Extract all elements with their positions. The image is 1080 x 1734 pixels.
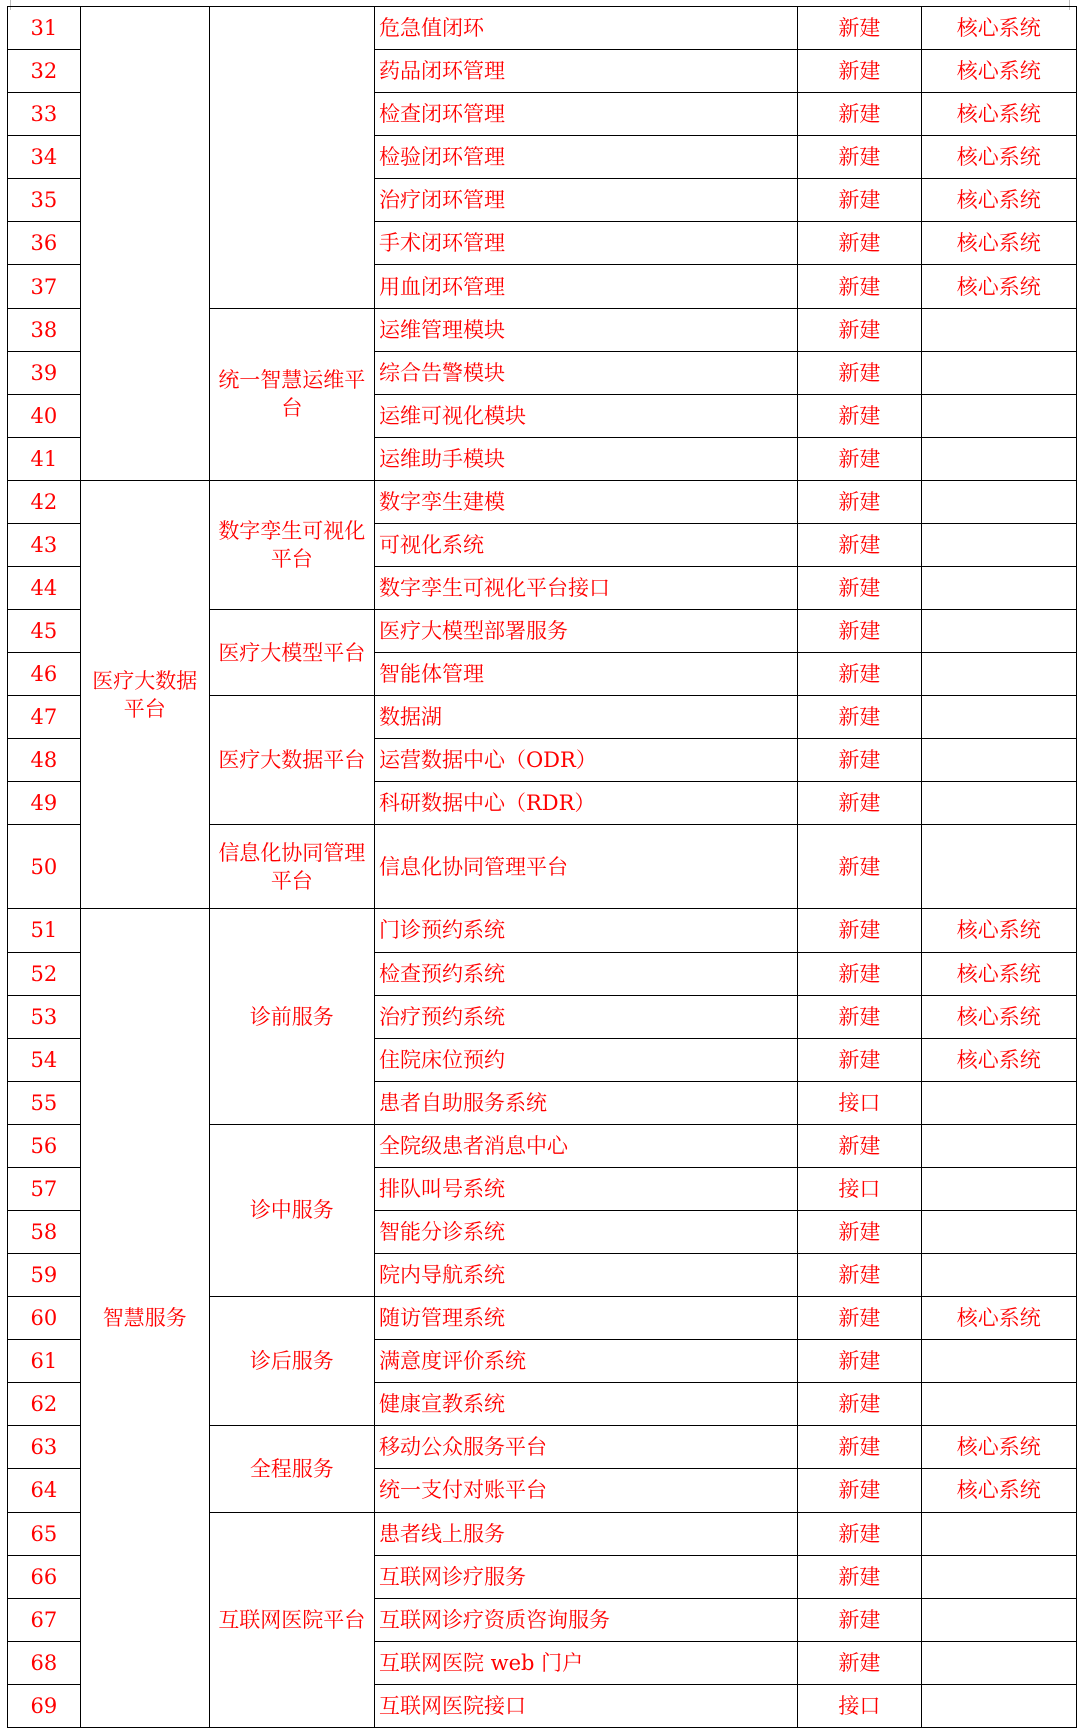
category-level2: 信息化协同管理平台 (209, 825, 374, 909)
build-type: 新建 (798, 909, 921, 952)
system-name: 互联网医院接口 (374, 1684, 797, 1727)
system-name: 互联网医院 web 门户 (374, 1641, 797, 1684)
build-type: 新建 (798, 1254, 921, 1297)
system-name: 移动公众服务平台 (374, 1426, 797, 1469)
row-number: 51 (8, 909, 81, 952)
row-number: 42 (8, 480, 81, 523)
system-name: 住院床位预约 (374, 1038, 797, 1081)
row-number: 68 (8, 1641, 81, 1684)
build-type: 接口 (798, 1684, 921, 1727)
system-name: 数字孪生可视化平台接口 (374, 567, 797, 610)
system-name: 患者自助服务系统 (374, 1081, 797, 1124)
system-name: 智能体管理 (374, 653, 797, 696)
build-type: 新建 (798, 50, 921, 93)
build-type: 新建 (798, 1555, 921, 1598)
system-name: 院内导航系统 (374, 1254, 797, 1297)
build-type: 新建 (798, 437, 921, 480)
row-number: 67 (8, 1598, 81, 1641)
row-number: 31 (8, 7, 81, 50)
system-name: 患者线上服务 (374, 1512, 797, 1555)
row-number: 37 (8, 265, 81, 308)
core-system-tag (921, 308, 1076, 351)
build-type: 新建 (798, 1340, 921, 1383)
system-name: 运维管理模块 (374, 308, 797, 351)
system-name: 信息化协同管理平台 (374, 825, 797, 909)
system-name: 健康宣教系统 (374, 1383, 797, 1426)
core-system-tag: 核心系统 (921, 1297, 1076, 1340)
system-name: 可视化系统 (374, 523, 797, 566)
build-type: 新建 (798, 1383, 921, 1426)
build-type: 新建 (798, 136, 921, 179)
row-number: 34 (8, 136, 81, 179)
category-level2: 诊中服务 (209, 1124, 374, 1296)
build-type: 新建 (798, 739, 921, 782)
row-number: 48 (8, 739, 81, 782)
core-system-tag (921, 1512, 1076, 1555)
system-name: 用血闭环管理 (374, 265, 797, 308)
row-number: 66 (8, 1555, 81, 1598)
build-type: 新建 (798, 825, 921, 909)
system-name: 数据湖 (374, 696, 797, 739)
row-number: 52 (8, 952, 81, 995)
row-number: 36 (8, 222, 81, 265)
category-level2: 统一智慧运维平台 (209, 308, 374, 480)
row-number: 69 (8, 1684, 81, 1727)
system-name: 门诊预约系统 (374, 909, 797, 952)
core-system-tag (921, 1641, 1076, 1684)
system-name: 检查闭环管理 (374, 93, 797, 136)
build-type: 新建 (798, 7, 921, 50)
row-number: 44 (8, 567, 81, 610)
system-name: 科研数据中心（RDR） (374, 782, 797, 825)
system-name: 统一支付对账平台 (374, 1469, 797, 1512)
build-type: 新建 (798, 1426, 921, 1469)
build-type: 新建 (798, 952, 921, 995)
row-number: 60 (8, 1297, 81, 1340)
table-row (8, 909, 1077, 952)
row-number: 43 (8, 523, 81, 566)
core-system-tag: 核心系统 (921, 136, 1076, 179)
row-number: 49 (8, 782, 81, 825)
row-number: 63 (8, 1426, 81, 1469)
row-number: 38 (8, 308, 81, 351)
build-type: 新建 (798, 782, 921, 825)
row-number: 39 (8, 351, 81, 394)
core-system-tag (921, 351, 1076, 394)
core-system-tag (921, 1684, 1076, 1727)
system-list-body (8, 7, 1077, 1728)
core-system-tag: 核心系统 (921, 1038, 1076, 1081)
system-name: 数字孪生建模 (374, 480, 797, 523)
build-type: 新建 (798, 265, 921, 308)
build-type: 新建 (798, 1598, 921, 1641)
core-system-tag: 核心系统 (921, 995, 1076, 1038)
row-number: 45 (8, 610, 81, 653)
core-system-tag: 核心系统 (921, 1469, 1076, 1512)
category-level2 (209, 7, 374, 309)
core-system-tag (921, 825, 1076, 909)
category-level2: 互联网医院平台 (209, 1512, 374, 1727)
category-level1: 医疗大数据平台 (80, 480, 209, 909)
system-name: 危急值闭环 (374, 7, 797, 50)
core-system-tag (921, 1167, 1076, 1210)
build-type: 新建 (798, 222, 921, 265)
category-level1: 智慧服务 (80, 909, 209, 1728)
core-system-tag (921, 394, 1076, 437)
row-number: 64 (8, 1469, 81, 1512)
build-type: 接口 (798, 1167, 921, 1210)
build-type: 新建 (798, 93, 921, 136)
core-system-tag: 核心系统 (921, 909, 1076, 952)
row-number: 33 (8, 93, 81, 136)
build-type: 新建 (798, 1124, 921, 1167)
core-system-tag (921, 653, 1076, 696)
row-number: 62 (8, 1383, 81, 1426)
system-name: 综合告警模块 (374, 351, 797, 394)
core-system-tag: 核心系统 (921, 952, 1076, 995)
core-system-tag (921, 739, 1076, 782)
build-type: 新建 (798, 308, 921, 351)
core-system-tag: 核心系统 (921, 179, 1076, 222)
row-number: 61 (8, 1340, 81, 1383)
system-name: 药品闭环管理 (374, 50, 797, 93)
row-number: 47 (8, 696, 81, 739)
build-type: 新建 (798, 523, 921, 566)
build-type: 新建 (798, 351, 921, 394)
row-number: 55 (8, 1081, 81, 1124)
row-number: 56 (8, 1124, 81, 1167)
system-name: 运维可视化模块 (374, 394, 797, 437)
system-name: 运维助手模块 (374, 437, 797, 480)
row-number: 54 (8, 1038, 81, 1081)
row-number: 40 (8, 394, 81, 437)
core-system-tag (921, 696, 1076, 739)
row-number: 58 (8, 1210, 81, 1253)
build-type: 新建 (798, 696, 921, 739)
build-type: 新建 (798, 1297, 921, 1340)
category-level2: 医疗大模型平台 (209, 610, 374, 696)
system-name: 随访管理系统 (374, 1297, 797, 1340)
build-type: 新建 (798, 567, 921, 610)
system-list-table (7, 6, 1077, 1728)
build-type: 新建 (798, 394, 921, 437)
core-system-tag (921, 1340, 1076, 1383)
build-type: 新建 (798, 653, 921, 696)
category-level1 (80, 7, 209, 481)
core-system-tag (921, 1210, 1076, 1253)
row-number: 46 (8, 653, 81, 696)
core-system-tag (921, 782, 1076, 825)
core-system-tag (921, 523, 1076, 566)
core-system-tag (921, 1383, 1076, 1426)
system-name: 检查预约系统 (374, 952, 797, 995)
build-type: 新建 (798, 480, 921, 523)
core-system-tag (921, 1555, 1076, 1598)
row-number: 53 (8, 995, 81, 1038)
build-type: 新建 (798, 610, 921, 653)
system-name: 运营数据中心（ODR） (374, 739, 797, 782)
system-name: 互联网诊疗资质咨询服务 (374, 1598, 797, 1641)
system-name: 智能分诊系统 (374, 1210, 797, 1253)
category-level2: 数字孪生可视化平台 (209, 480, 374, 609)
core-system-tag (921, 437, 1076, 480)
category-level2: 医疗大数据平台 (209, 696, 374, 825)
core-system-tag: 核心系统 (921, 93, 1076, 136)
category-level2: 全程服务 (209, 1426, 374, 1512)
build-type: 新建 (798, 1641, 921, 1684)
build-type: 新建 (798, 1469, 921, 1512)
core-system-tag: 核心系统 (921, 7, 1076, 50)
row-number: 57 (8, 1167, 81, 1210)
system-name: 检验闭环管理 (374, 136, 797, 179)
build-type: 新建 (798, 995, 921, 1038)
row-number: 59 (8, 1254, 81, 1297)
build-type: 新建 (798, 179, 921, 222)
system-name: 治疗闭环管理 (374, 179, 797, 222)
core-system-tag: 核心系统 (921, 1426, 1076, 1469)
core-system-tag: 核心系统 (921, 265, 1076, 308)
core-system-tag: 核心系统 (921, 222, 1076, 265)
core-system-tag (921, 1254, 1076, 1297)
row-number: 32 (8, 50, 81, 93)
core-system-tag: 核心系统 (921, 50, 1076, 93)
row-number: 50 (8, 825, 81, 909)
row-number: 41 (8, 437, 81, 480)
core-system-tag (921, 1081, 1076, 1124)
system-name: 满意度评价系统 (374, 1340, 797, 1383)
row-number: 35 (8, 179, 81, 222)
category-level2: 诊前服务 (209, 909, 374, 1124)
row-number: 65 (8, 1512, 81, 1555)
core-system-tag (921, 1124, 1076, 1167)
system-name: 互联网诊疗服务 (374, 1555, 797, 1598)
build-type: 接口 (798, 1081, 921, 1124)
core-system-tag (921, 480, 1076, 523)
table-row (8, 7, 1077, 50)
build-type: 新建 (798, 1210, 921, 1253)
system-name: 手术闭环管理 (374, 222, 797, 265)
system-name: 治疗预约系统 (374, 995, 797, 1038)
system-name: 医疗大模型部署服务 (374, 610, 797, 653)
core-system-tag (921, 567, 1076, 610)
category-level2: 诊后服务 (209, 1297, 374, 1426)
system-name: 全院级患者消息中心 (374, 1124, 797, 1167)
system-name: 排队叫号系统 (374, 1167, 797, 1210)
build-type: 新建 (798, 1038, 921, 1081)
core-system-tag (921, 610, 1076, 653)
build-type: 新建 (798, 1512, 921, 1555)
table-row (8, 480, 1077, 523)
core-system-tag (921, 1598, 1076, 1641)
